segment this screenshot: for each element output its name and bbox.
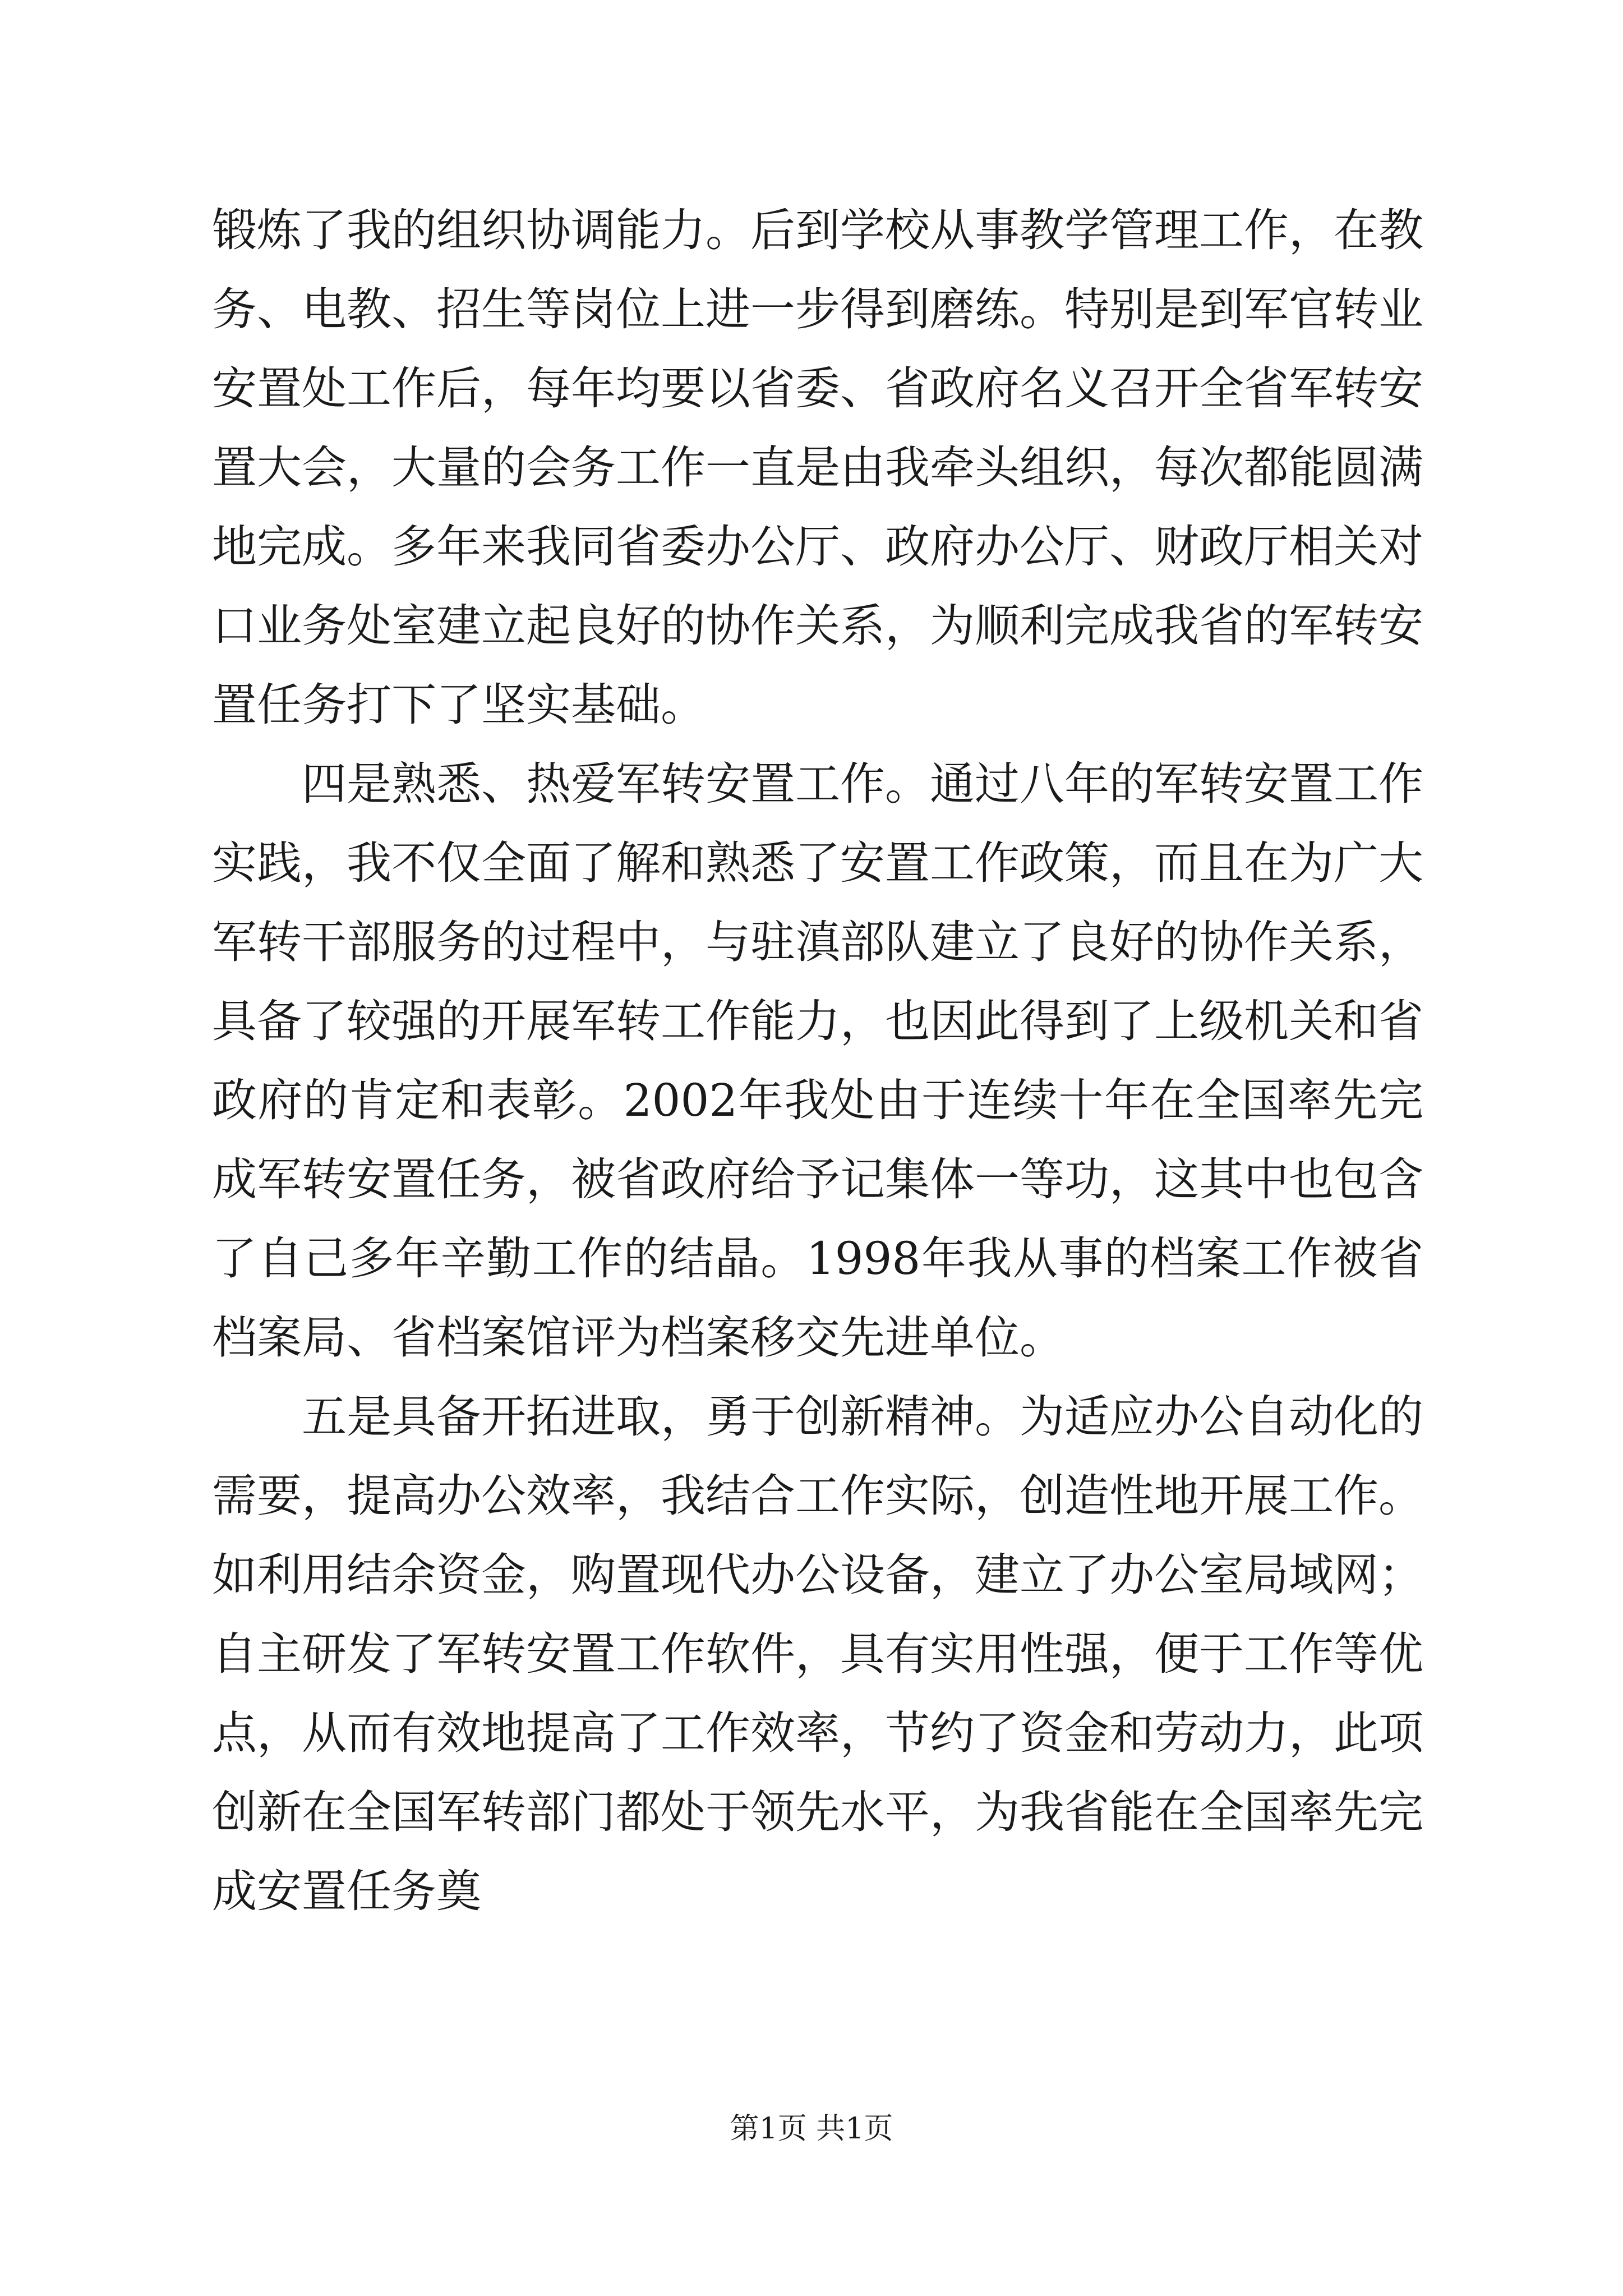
- page-footer: 第1页 共1页: [730, 2112, 893, 2146]
- paragraph-1: 锻炼了我的组织协调能力。后到学校从事教学管理工作，在教务、电教、招生等岗位上进一步得到磨练。特别是到军官转业安置处工作后，每年均要以省委、省政府名义召开全省军转安置大会，大量的会务工作一直是由我牵头组织，每次都能圆满地完成。多年来我同省委办公厅、政府办公厅、财政厅相关对口业务处室建立起良好的协作关系，为顺利完成我省的军转安置任务打下了坚实基础。: [212, 204, 1423, 731]
- paragraph-3: 五是具备开拓进取，勇于创新精神。为适应办公自动化的需要，提高办公效率，我结合工作实际，创造性地开展工作。如利用结余资金，购置现代办公设备，建立了办公室局域网；自主研发了军转安置工作软件，具有实用性强，便于工作等优点，从而有效地提高了工作效率，节约了资金和劳动力，此项创新在全国军转部门都处于领先水平，为我省能在全国率先完成安置任务奠: [212, 1391, 1423, 1917]
- paragraph-2: 四是熟悉、热爱军转安置工作。通过八年的军转安置工作实践，我不仅全面了解和熟悉了安置工作政策，而且在为广大军转干部服务的过程中，与驻滇部队建立了良好的协作关系，具备了较强的开展军转工作能力，也因此得到了上级机关和省政府的肯定和表彰。2002年我处由于连续十年在全国率先完成军转安置任务，被省政府给予记集体一等功，这其中也包含了自己多年辛勤工作的结晶。1998年我从事的档案工作被省档案局、省档案馆评为档案移交先进单位。: [212, 758, 1423, 1364]
- document-body: [212, 191, 1423, 1931]
